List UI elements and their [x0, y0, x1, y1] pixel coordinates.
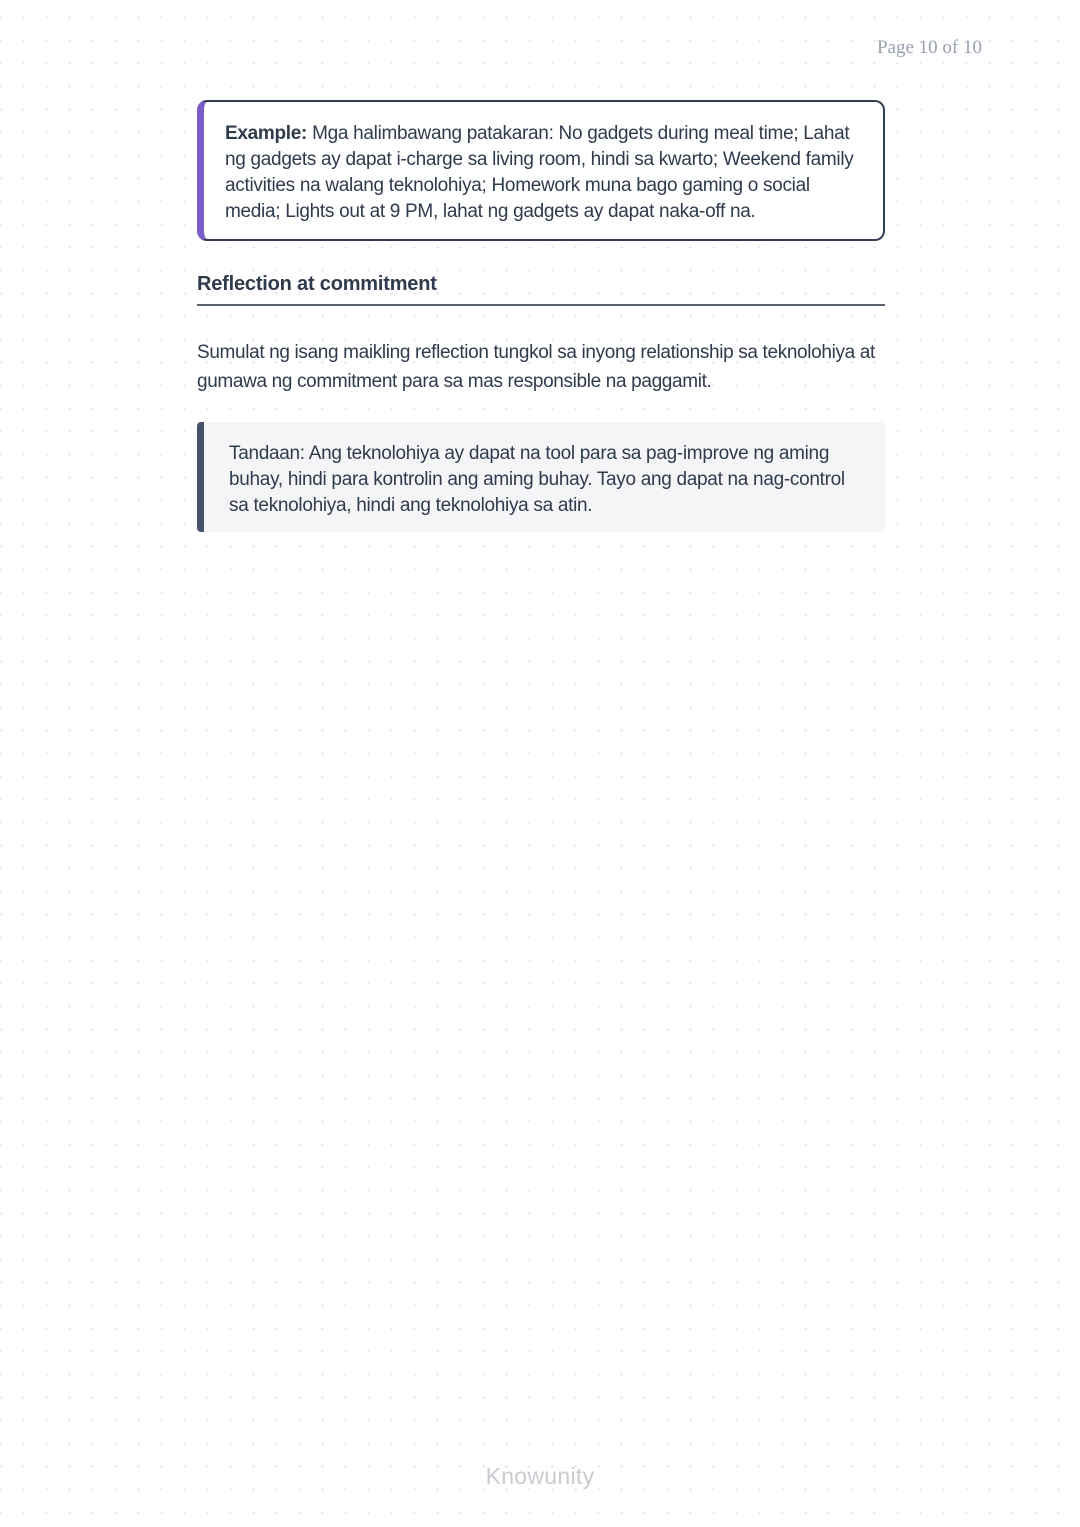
example-callout-box	[197, 100, 885, 241]
example-label: Example:	[225, 123, 308, 144]
footer-brand: Knowunity	[485, 1463, 595, 1489]
heading-underline	[197, 304, 885, 306]
example-text: Mga halimbawang patakaran: No gadgets during meal time; Lahat ng gadgets ay dapat i-charge sa living room, hindi sa kwarto; Weekend family activities na walang teknolohiya; Homework muna bago gaming o social media; Lights out at 9 PM, lahat ng gadgets ay dapat naka-off na.	[225, 123, 854, 222]
section-paragraph: Sumulat ng isang maikling reflection tungkol sa inyong relationship sa teknolohiya at gumawa ng commitment para sa mas responsible na paggamit.	[197, 342, 875, 392]
note-text: Tandaan: Ang teknolohiya ay dapat na tool para sa pag-improve ng aming buhay, hindi para kontrolin ang aming buhay. Tayo ang dapat na nag-control sa teknolohiya, hindi ang teknolohiya sa atin.	[229, 443, 845, 516]
note-callout-box	[197, 422, 885, 532]
page-number: Page 10 of 10	[876, 37, 982, 58]
section-heading: Reflection at commitment	[197, 273, 437, 295]
